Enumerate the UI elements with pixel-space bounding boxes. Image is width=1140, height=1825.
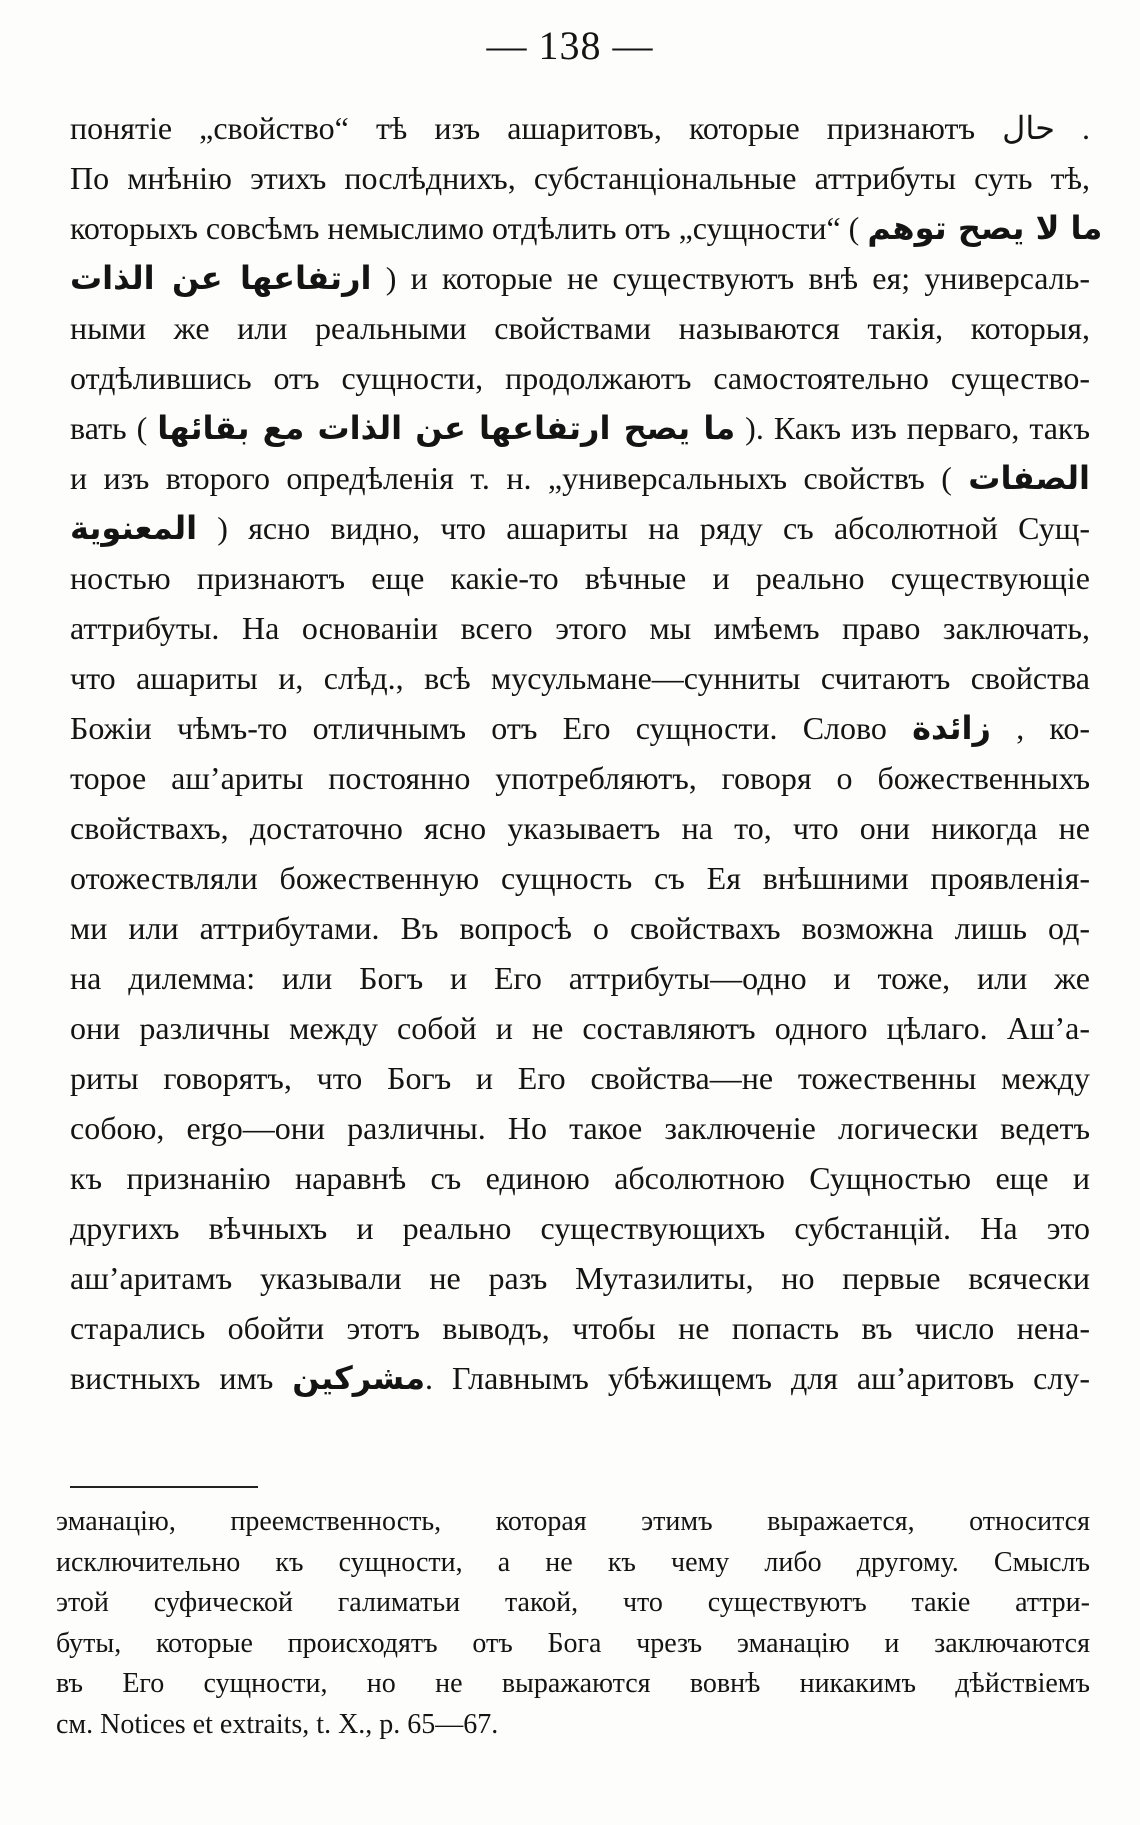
text-line: собою, ergo—они различны. Но такое заключеніе логически ведетъ <box>70 1110 1090 1146</box>
text-line <box>70 503 1090 553</box>
footnote <box>56 1502 1090 1745</box>
text-line: ными же или реальными свойствами называются такія, которыя, <box>70 310 1090 346</box>
footnote-line: см. Notices et extraits, t. X., p. 65—67. <box>56 1708 499 1740</box>
footnote-line: буты, которые происходятъ отъ Бога чрезъ эманацію и заключаются <box>56 1627 1090 1659</box>
text-fragment: ) ясно видно, что ашариты на ряду съ абсолютной Сущ- <box>217 510 1091 546</box>
text-fragment: ). Какъ изъ перваго, такъ <box>745 410 1091 446</box>
text-fragment: Божіи чѣмъ-то отличнымъ отъ Его сущности. Слово <box>70 710 887 746</box>
text-line: что ашариты и, слѣд., всѣ мусульмане—сунниты считаютъ свойства <box>70 660 1090 696</box>
text-line: По мнѣнію этихъ послѣднихъ, субстанціональные аттрибуты суть тѣ, <box>70 160 1090 196</box>
text-line <box>70 203 1103 253</box>
arabic-phrase: المعنوية <box>70 509 198 547</box>
text-line: отдѣлившись отъ сущности, продолжаютъ самостоятельно существо- <box>70 360 1090 396</box>
footnote-line: этой суфической галиматьи такой, что существуютъ такіе аттри- <box>56 1587 1090 1618</box>
text-fragment: и изъ второго опредѣленія т. н. „универсальныхъ свойствъ ( <box>70 460 952 496</box>
text-line: отожествляли божественную сущность съ Ея внѣшними проявленія- <box>70 860 1090 896</box>
footnote-line: въ Его сущности, но не выражаются вовнѣ никакимъ дѣйствіемъ <box>56 1668 1090 1699</box>
text-line: старались обойти этотъ выводъ, чтобы не попасть въ число нена- <box>70 1310 1090 1346</box>
text-line <box>70 1353 1090 1403</box>
text-fragment: вистныхъ имъ <box>70 1360 274 1396</box>
text-line: аш’аритамъ указывали не разъ Мутазилиты, но первые всячески <box>70 1260 1090 1296</box>
arabic-phrase: زائدة <box>912 709 991 747</box>
arabic-phrase: الصفات <box>968 459 1091 497</box>
text-fragment: . Главнымъ убѣжищемъ для аш’аритовъ слу- <box>425 1360 1090 1396</box>
text-line: аттрибуты. На основаніи всего этого мы имѣемъ право заключать, <box>70 610 1090 646</box>
text-line: они различны между собой и не составляютъ одного цѣлаго. Аш’а- <box>70 1010 1090 1046</box>
text-line: риты говорятъ, что Богъ и Его свойства—не тожественны между <box>70 1060 1090 1096</box>
arabic-phrase: ما يصح ارتفاعها عن الذات مع بقائها <box>157 409 736 447</box>
main-text <box>70 103 1103 1403</box>
text-line: къ признанію наравнѣ съ единою абсолютною Сущностью еще и <box>70 1160 1090 1196</box>
footnote-divider <box>70 1486 258 1488</box>
page-number: — 138 — <box>486 23 654 68</box>
text-fragment: которыхъ совсѣмъ немыслимо отдѣлить отъ „сущности“ ( <box>70 210 860 246</box>
text-line: торое аш’ариты постоянно употребляютъ, говоря о божественныхъ <box>70 760 1090 796</box>
text-line: понятіе „свойство“ тѣ изъ ашаритовъ, которые признаютъ ‫حال‬ . <box>70 110 1090 146</box>
text-line: ностью признаютъ еще какіе-то вѣчные и реально существующіе <box>70 560 1090 596</box>
text-fragment: вать ( <box>70 410 148 446</box>
text-line <box>70 403 1090 453</box>
arabic-phrase: ارتفاعها عن الذات <box>70 259 372 297</box>
arabic-phrase: ما لا يصح توهم <box>867 209 1103 247</box>
text-line <box>70 453 1090 503</box>
text-fragment: ) и которые не существуютъ внѣ ея; универсаль- <box>385 260 1091 296</box>
arabic-phrase: مشركين <box>292 1359 426 1397</box>
text-line: свойствахъ, достаточно ясно указываетъ на то, что они никогда не <box>70 810 1090 846</box>
text-line <box>70 703 1090 753</box>
text-line: другихъ вѣчныхъ и реально существующихъ субстанцій. На это <box>70 1210 1090 1246</box>
text-fragment: , ко- <box>1016 710 1091 746</box>
text-line <box>70 253 1090 303</box>
text-line: ми или аттрибутами. Въ вопросѣ о свойствахъ возможна лишь од- <box>70 910 1090 946</box>
footnote-line: эманацію, преемственность, которая этимъ выражается, относится <box>56 1506 1090 1537</box>
text-line: на дилемма: или Богъ и Его аттрибуты—одно и тоже, или же <box>70 960 1090 996</box>
footnote-line: исключительно къ сущности, а не къ чему либо другому. Смыслъ <box>56 1546 1090 1578</box>
